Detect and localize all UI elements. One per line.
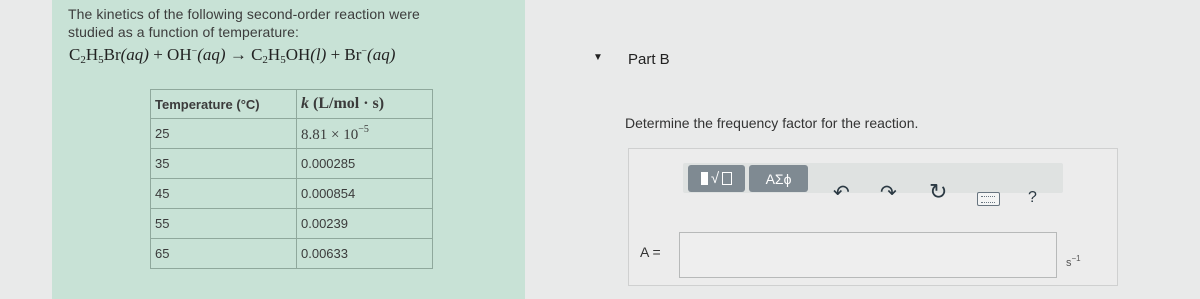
answer-label: A = xyxy=(640,244,661,260)
kinetics-data-table xyxy=(150,89,433,269)
template-box-icon xyxy=(722,172,732,185)
temperature-cell: 25 xyxy=(151,119,297,149)
header-rate-constant: k (L/mol · s) xyxy=(297,90,433,119)
table-row xyxy=(151,179,433,209)
header-temperature: Temperature (°C) xyxy=(151,90,297,119)
table-row xyxy=(151,119,433,149)
problem-intro-line-2: studied as a function of temperature: xyxy=(68,24,299,40)
question-text: Determine the frequency factor for the reaction. xyxy=(625,115,919,131)
part-collapse-icon[interactable]: ▼ xyxy=(593,52,603,63)
redo-icon[interactable]: ↷ xyxy=(880,182,897,204)
problem-intro-line-1: The kinetics of the following second-order reaction were xyxy=(68,6,420,22)
table-header-row xyxy=(151,90,433,119)
template-block-icon xyxy=(701,172,708,185)
part-title[interactable]: Part B xyxy=(628,51,670,68)
greek-symbols-button[interactable]: ΑΣϕ xyxy=(749,165,808,192)
table-row xyxy=(151,209,433,239)
table-row xyxy=(151,239,433,269)
answer-input[interactable] xyxy=(679,232,1057,278)
table-row xyxy=(151,149,433,179)
temperature-cell: 45 xyxy=(151,179,297,209)
undo-icon[interactable]: ↶ xyxy=(833,182,850,204)
reaction-equation: $C_2H_5Br(aq) + OH^-(aq) \to C_2H_5OH(l) + Br^-(aq)$ xyxy=(69,45,396,66)
temperature-cell: 35 xyxy=(151,149,297,179)
radical-icon: √ xyxy=(710,170,720,187)
temperature-cell: 65 xyxy=(151,239,297,269)
help-icon[interactable]: ? xyxy=(1028,189,1037,206)
rate-constant-cell: 0.000285 xyxy=(297,149,433,179)
rate-constant-cell: 0.00633 xyxy=(297,239,433,269)
rate-constant-cell: $8.81 \times 10^{-5}$ xyxy=(297,119,433,149)
answer-unit: $s^{-1}$ xyxy=(1066,254,1081,269)
reset-icon[interactable]: ↻ xyxy=(929,179,948,204)
temperature-cell: 55 xyxy=(151,209,297,239)
rate-constant-cell: 0.000854 xyxy=(297,179,433,209)
templates-button[interactable] xyxy=(688,165,745,192)
keyboard-icon[interactable] xyxy=(977,192,1000,206)
rate-constant-cell: 0.00239 xyxy=(297,209,433,239)
